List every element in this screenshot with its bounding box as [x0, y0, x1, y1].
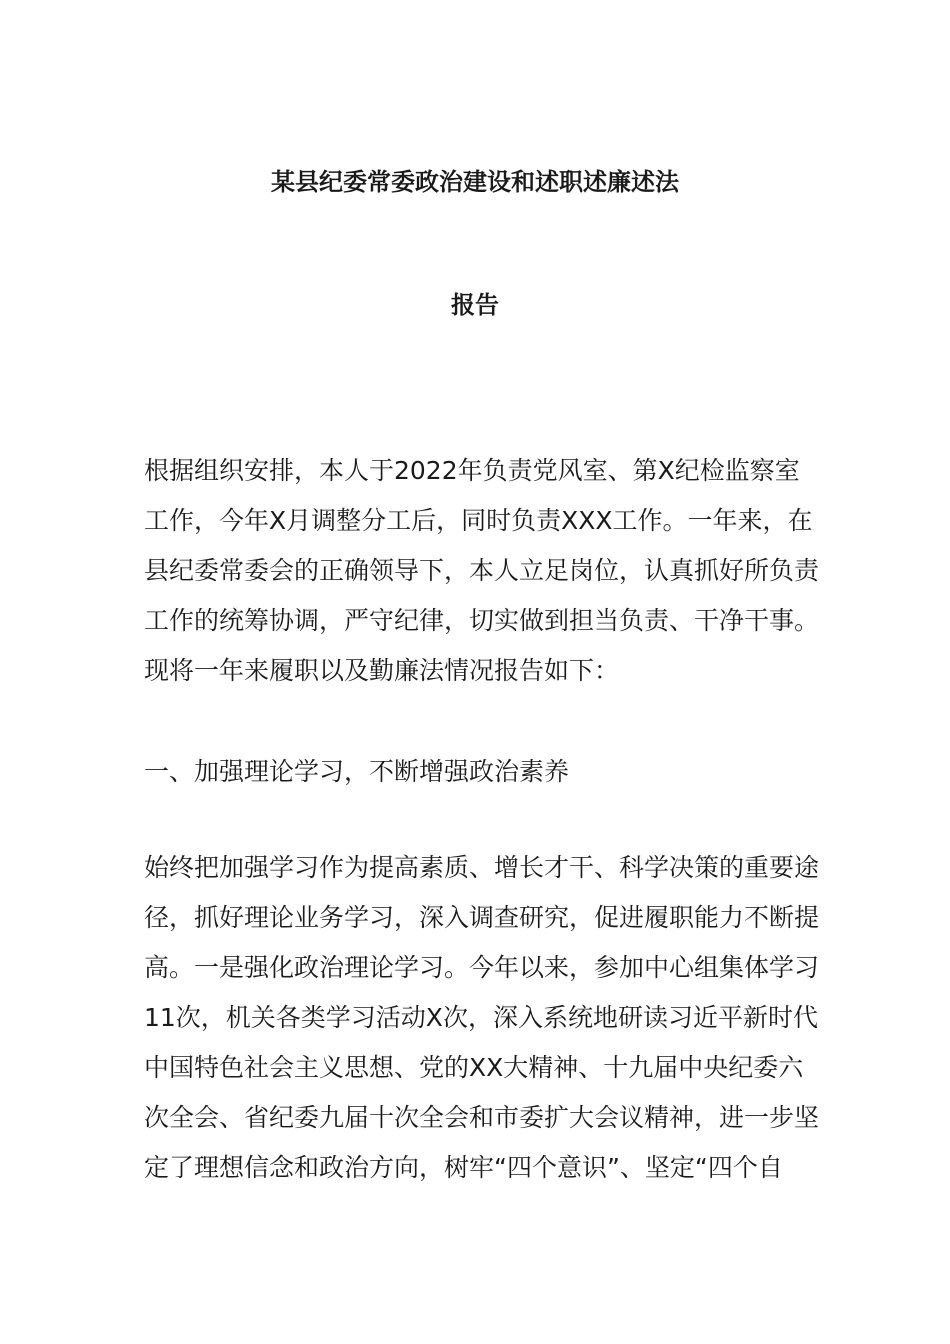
document-title: 某县纪委常委政治建设和述职述廉述法	[271, 168, 679, 196]
section-heading-text: 一、加强理论学习，不断增强政治素养	[144, 757, 570, 786]
section-paragraph	[144, 843, 820, 1193]
paragraph-line: 现将一年来履职以及勤廉法情况报告如下：	[144, 656, 620, 685]
paragraph-line: 定了理想信念和政治方向，树牢“四个意识”、坚定“四个自	[144, 1153, 783, 1182]
paragraph-line: 县纪委常委会的正确领导下，本人立足岗位，认真抓好所负责	[144, 556, 820, 585]
paragraph-line: 始终把加强学习作为提高素质、增长才干、科学决策的重要途	[144, 853, 820, 882]
section-heading	[144, 747, 814, 797]
paragraph-line: 中国特色社会主义思想、党的XX大精神、十九届中央纪委六	[144, 1053, 804, 1082]
intro-paragraph	[144, 446, 820, 696]
paragraph-line: 工作，今年X月调整分工后，同时负责XXX工作。一年来，在	[144, 506, 813, 535]
paragraph-line: 根据组织安排，本人于2022年负责党风室、第X纪检监察室	[144, 456, 800, 485]
paragraph-line: 径，抓好理论业务学习，深入调查研究，促进履职能力不断提	[144, 903, 820, 932]
document-title-continued: 报告	[451, 291, 499, 319]
paragraph-line: 工作的统筹协调，严守纪律，切实做到担当负责、干净干事。	[144, 606, 820, 635]
paragraph-line: 次全会、省纪委九届十次全会和市委扩大会议精神，进一步坚	[144, 1103, 820, 1132]
paragraph-line: 高。一是强化政治理论学习。今年以来，参加中心组集体学习	[144, 953, 820, 982]
paragraph-line: 11次，机关各类学习活动X次，深入系统地研读习近平新时代	[144, 1003, 818, 1032]
